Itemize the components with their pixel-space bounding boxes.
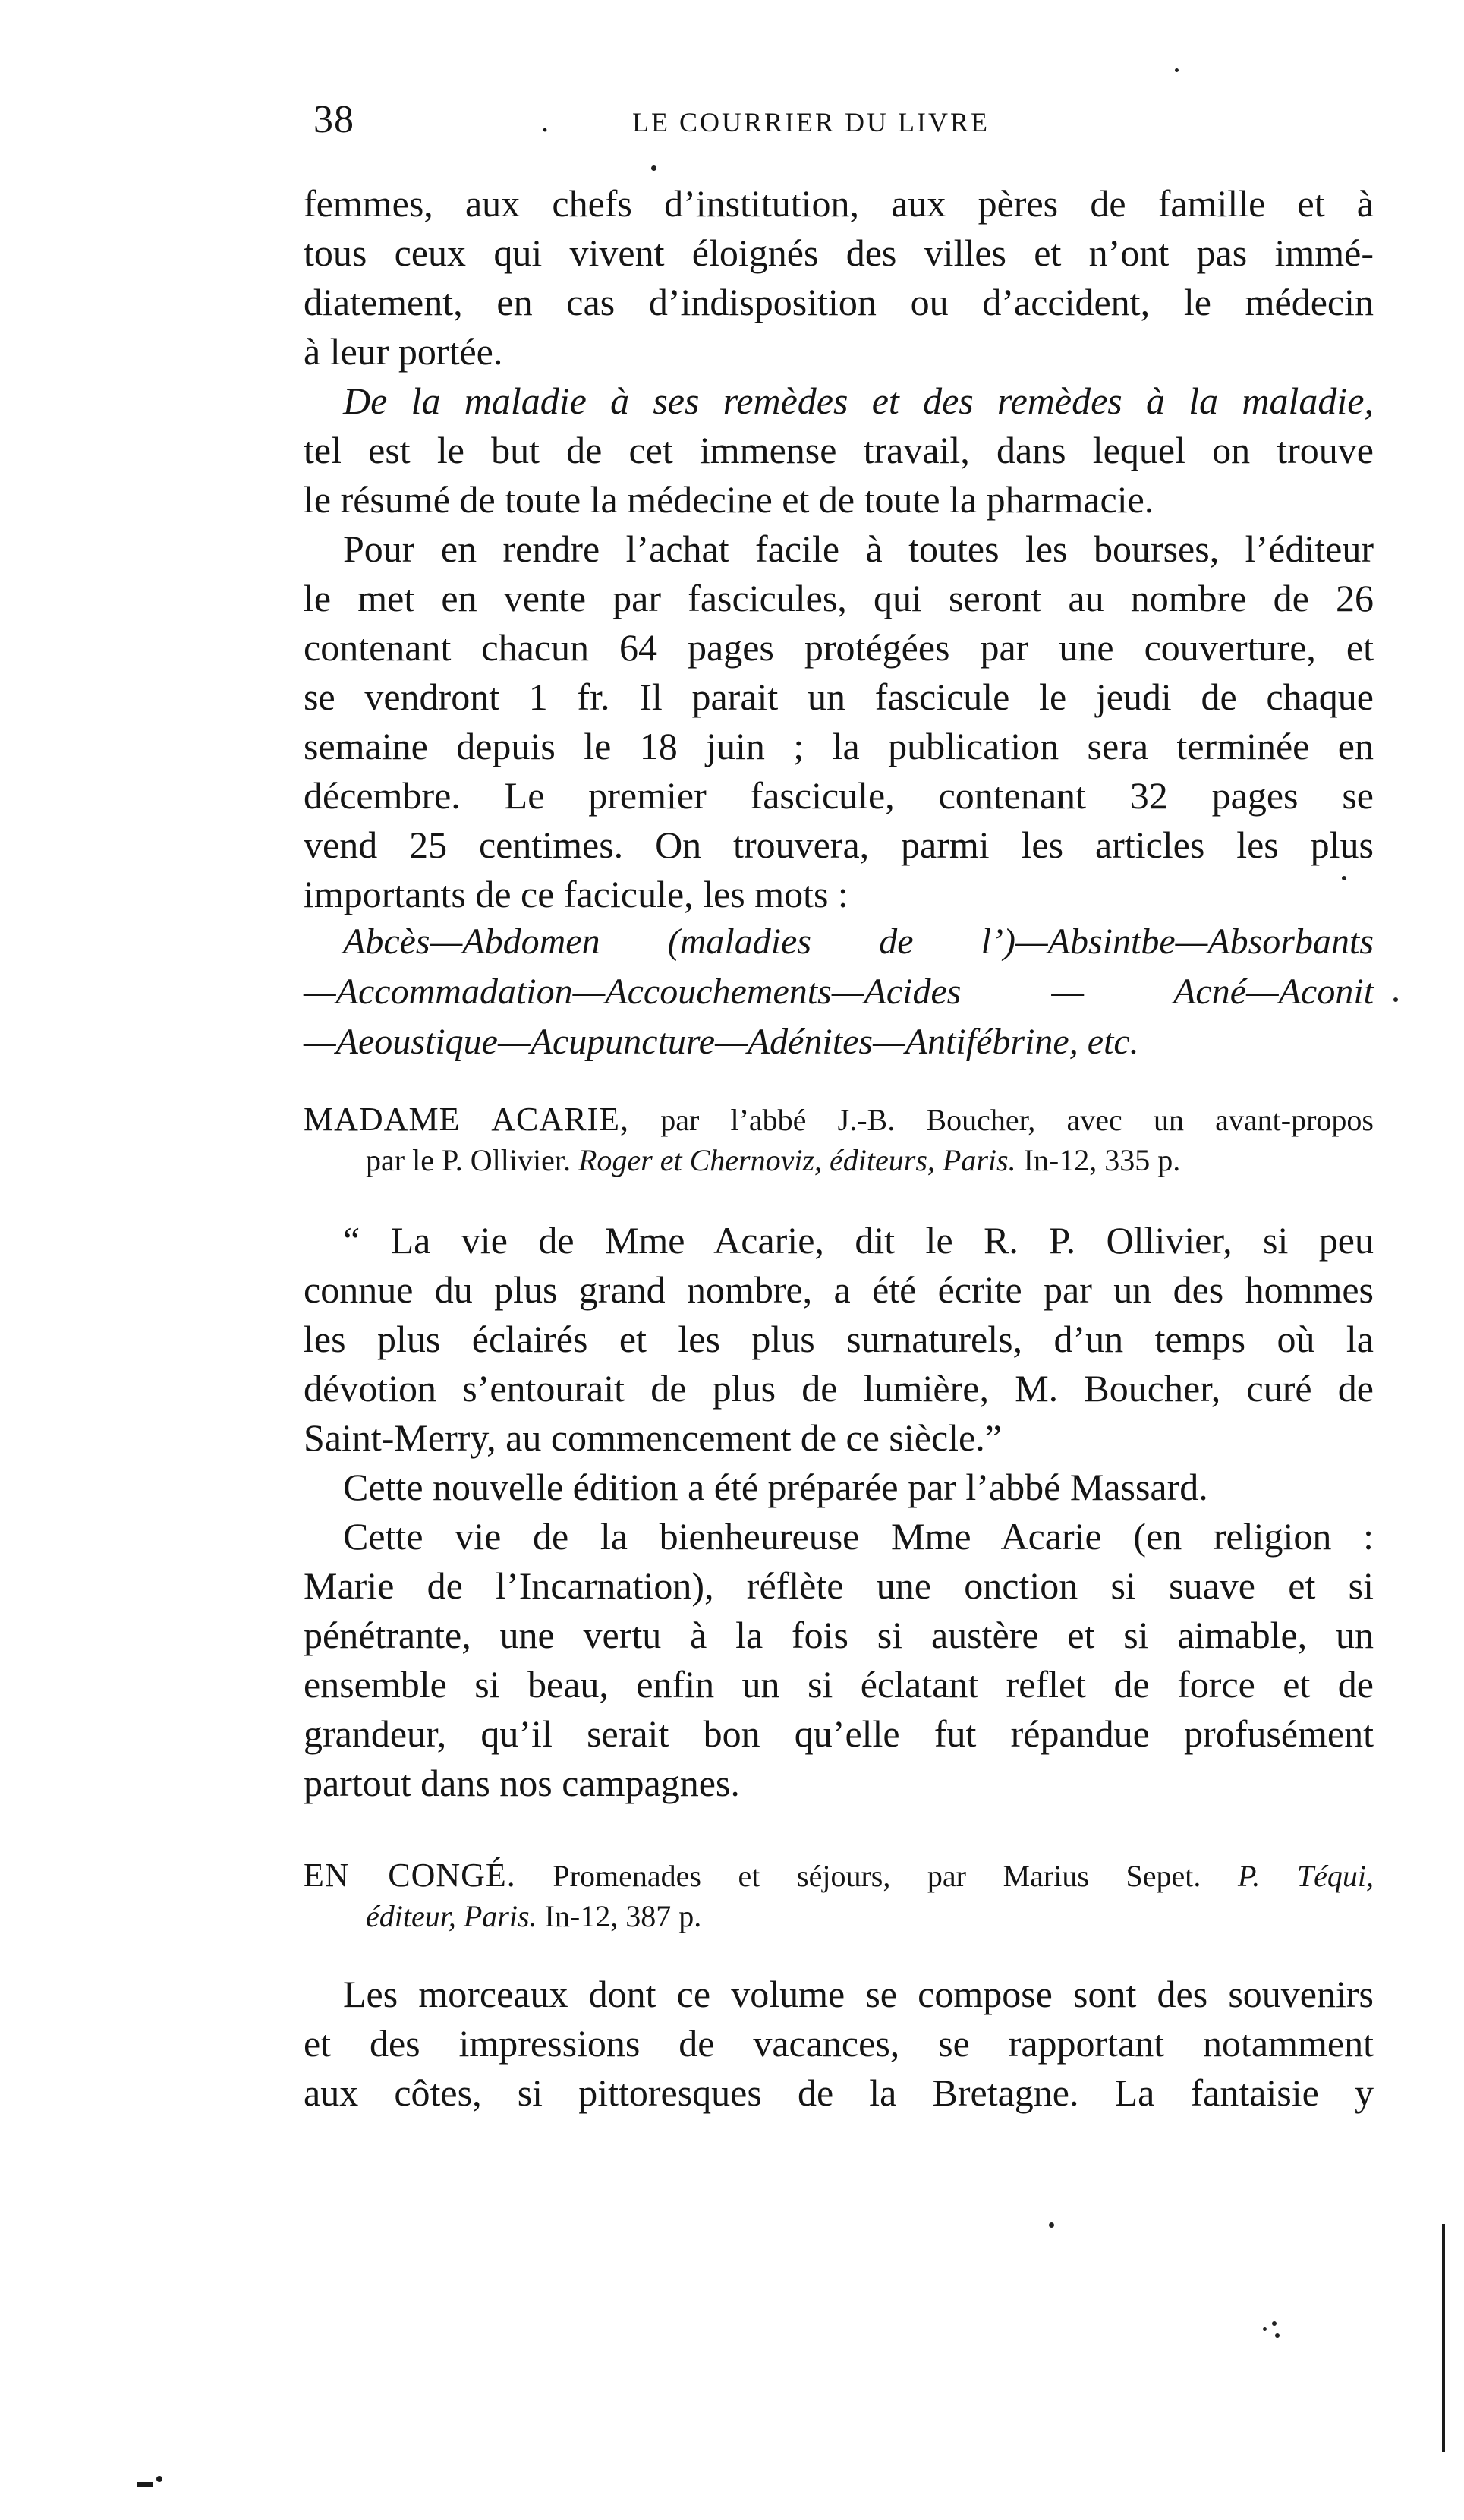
paragraph-sale-terms [304,524,1374,919]
text-line: le résumé de toute la médecine et de toute la pharmacie. [304,478,1154,521]
entry-title: MADAME ACARIE, [304,1101,629,1138]
scan-speck [1263,2327,1267,2331]
text-line: le met en vente par fascicules, qui seront au nombre de 26 [304,577,1374,619]
scan-speck [1272,2321,1277,2326]
text-line: diatement, en cas d’indisposition ou d’accident, le médecin [304,281,1374,323]
book-entry-madame-acarie [304,1099,1374,1181]
text-line: ensemble si beau, enfin un si éclatant reflet de force et de [304,1663,1374,1706]
article-word-list [304,917,1374,1067]
text-line: à leur portée. [304,330,503,373]
scan-speck [1275,2333,1280,2338]
entry-title: EN CONGÉ. [304,1857,516,1894]
paragraph-purpose [304,376,1374,524]
text-line: les plus éclairés et les plus surnaturels, d’un temps où la [304,1318,1374,1360]
paragraph-new-edition [304,1463,1374,1512]
running-title: LE COURRIER DU LIVRE [632,107,990,137]
entry-heading-line [304,1855,1374,1896]
scan-speck [1342,876,1346,880]
paragraph-description [304,1512,1374,1808]
text-line: décembre. Le premier fascicule, contenant 32 pages se [304,774,1374,817]
text-line: contenant chacun 64 pages protégées par une couverture, et [304,626,1374,669]
book-entry-en-conge [304,1855,1374,1937]
text-line: dévotion s’entourait de plus de lumière, M. Boucher, curé de [304,1367,1374,1410]
text-line: semaine depuis le 18 juin ; la publication sera terminée en [304,725,1374,767]
text-line: femmes, aux chefs d’institution, aux pères de famille et à [304,182,1374,225]
running-head [313,97,1368,150]
text-line: se vendront 1 fr. Il parait un fascicule le jeudi de chaque [304,676,1374,718]
scan-speck [651,165,656,171]
entry-publisher-city: éditeur, Paris. [366,1899,537,1933]
word-list-line: Abcès—Abdomen (maladies de l’)—Absintbe—Absorbants [343,921,1374,962]
entry-publisher: Roger et Chernoviz, éditeurs, Paris. [578,1143,1016,1177]
paragraph-en-conge-review [304,1970,1374,2118]
word-list-line: —Aeoustique—Acupuncture—Adénites—Antifébrine, etc. [304,1022,1139,1062]
entry-preface: par le P. Ollivier. [366,1143,571,1177]
entry-heading-line [304,1099,1374,1140]
page-edge-mark [137,2482,153,2487]
text-line: importants de ce facicule, les mots : [304,873,848,915]
text-line: tel est le but de cet immense travail, dans lequel on trouve [304,429,1374,471]
text-line: grandeur, qu’il serait bon qu’elle fut répandue profusément [304,1712,1374,1755]
entry-imprint-line [304,1140,1374,1181]
text-line: Cette vie de la bienheureuse Mme Acarie (en religion : [343,1515,1374,1558]
text-line: Saint-Merry, au commencement de ce siècle.” [304,1416,1002,1459]
entry-author: par l’abbé J.-B. Boucher, avec un avant-propos [660,1103,1374,1137]
text-line: vend 25 centimes. On trouvera, parmi les articles les plus [304,824,1374,866]
text-line: aux côtes, si pittoresques de la Bretagne. La fantaisie y [304,2071,1374,2114]
entry-publisher: P. Téqui, [1238,1859,1374,1893]
scan-speck [1049,2222,1054,2228]
paragraph-continuation [304,179,1374,376]
text-line: Cette nouvelle édition a été préparée par l’abbé Massard. [343,1466,1208,1508]
text-line: pénétrante, une vertu à la fois si austère et si aimable, un [304,1614,1374,1656]
paragraph-quotation [304,1216,1374,1463]
italic-motto: De la maladie à ses remèdes et des remèdes à la maladie, [343,380,1374,422]
word-list-line: —Accommadation—Accouchements—Acides — Acné—Aconit [304,972,1374,1012]
entry-imprint-line [304,1896,1374,1937]
text-line: partout dans nos campagnes. [304,1762,740,1804]
scan-speck [1175,68,1179,72]
text-line: connue du plus grand nombre, a été écrite par un des hommes [304,1268,1374,1311]
text-line: “ La vie de Mme Acarie, dit le R. P. Ollivier, si peu [343,1219,1374,1262]
head-separator: . [541,104,549,138]
scan-speck [1393,997,1398,1002]
page-edge-mark [1442,2224,1445,2452]
text-line: Les morceaux dont ce volume se compose sont des souvenirs [343,1973,1374,2015]
page-number: 38 [313,98,354,141]
entry-format: In-12, 335 p. [1023,1143,1181,1177]
page-edge-mark [156,2476,162,2482]
text-line: Marie de l’Incarnation), réflète une onction si suave et si [304,1564,1374,1607]
entry-format: In-12, 387 p. [544,1899,702,1933]
text-line: et des impressions de vacances, se rapportant notamment [304,2022,1374,2065]
text-line: tous ceux qui vivent éloignés des villes et n’ont pas immé- [304,232,1374,274]
text-line: Pour en rendre l’achat facile à toutes les bourses, l’éditeur [343,528,1374,570]
entry-subtitle-author: Promenades et séjours, par Marius Sepet. [553,1859,1201,1893]
